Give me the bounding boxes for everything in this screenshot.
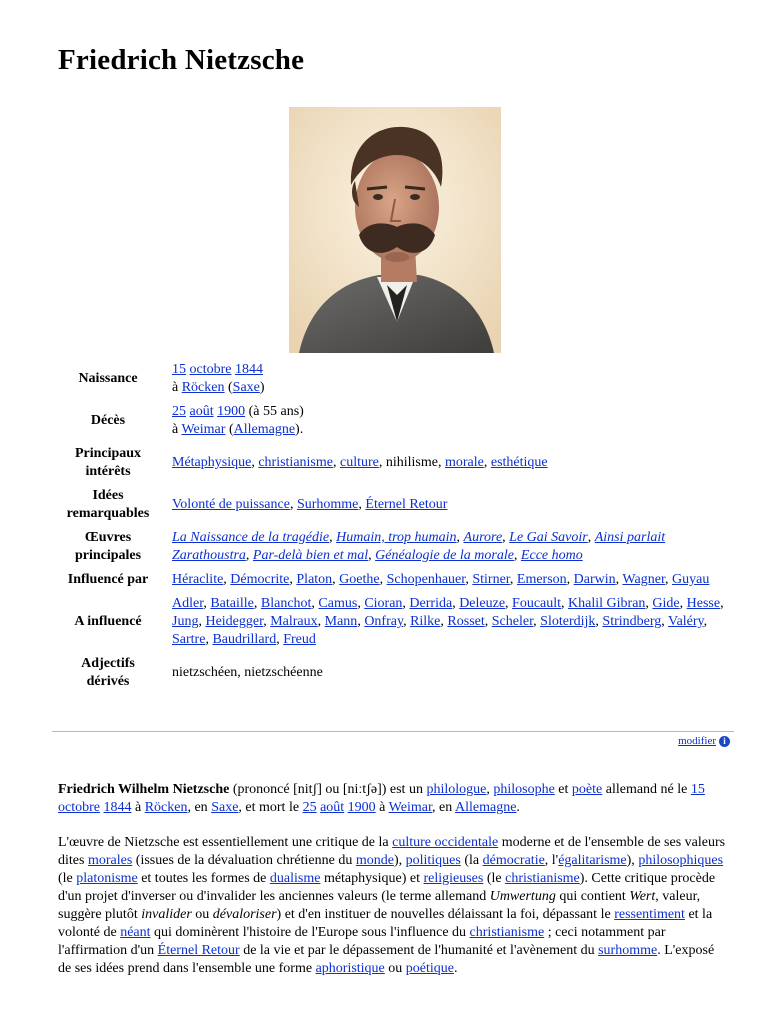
link-eternel-retour[interactable]: Éternel Retour	[157, 943, 240, 958]
link-month[interactable]: août	[320, 800, 345, 815]
text-a: à	[172, 380, 179, 395]
link-culture-occidentale[interactable]: culture occidentale	[392, 835, 499, 850]
link-day[interactable]: 15	[690, 782, 705, 797]
link-item[interactable]: Cioran	[364, 596, 403, 611]
link-item[interactable]: Guyau	[672, 572, 710, 587]
link-christianisme[interactable]: christianisme	[469, 925, 545, 940]
link-philosophe[interactable]: philosophe	[493, 782, 555, 797]
infobox-divider	[52, 731, 734, 732]
infobox-label: Décès	[90, 413, 126, 428]
link-item[interactable]: Wagner	[622, 572, 666, 587]
infobox-value: La Naissance de la tragédie, Humain, trop humain, Aurore, Le Gai Savoir, Ainsi parlait Zarathoustra, Par-delà bien et mal, Généalogie de la morale, Ecce homo	[172, 530, 666, 563]
infobox-label: A influencé	[74, 614, 142, 629]
link-item[interactable]: Généalogie de la morale	[375, 548, 514, 563]
text: . L'exposé de ses idées prend dans l'ensemble une forme	[58, 943, 715, 976]
link-item[interactable]: Surhomme	[296, 497, 359, 512]
label-line: Adjectifs	[81, 656, 135, 671]
label-line: Principaux	[74, 446, 142, 461]
link-year[interactable]: 1844	[103, 800, 132, 815]
text: , valeur, suggère plutôt	[58, 889, 701, 922]
link-item[interactable]: Adler	[172, 596, 204, 611]
text: (le	[483, 871, 506, 886]
infobox-label	[58, 526, 172, 568]
link-monde[interactable]: monde	[355, 853, 394, 868]
term-wert: Wert	[629, 889, 656, 904]
infobox-value: 15 octobre 1844 à Röcken (Saxe)	[172, 362, 265, 395]
text: (le	[58, 871, 77, 886]
body-paragraph	[58, 834, 726, 978]
modifier-link[interactable]: modifier	[678, 735, 716, 747]
term-devaloriser: dévaloriser	[212, 907, 277, 922]
link-ressentiment[interactable]: ressentiment	[614, 907, 685, 922]
infobox-value: 25 août 1900 (à 55 ans) à Weimar (Allemagne).	[172, 404, 304, 437]
link-item[interactable]: Khalil Gibran	[568, 596, 646, 611]
link-day[interactable]: 25	[172, 404, 186, 419]
link-philologue[interactable]: philologue	[426, 782, 487, 797]
text: qui contient	[555, 889, 630, 904]
link-item[interactable]: Blanchot	[260, 596, 312, 611]
link-month[interactable]: octobre	[58, 800, 100, 815]
link-item[interactable]: Onfray	[364, 614, 404, 629]
link-dualisme[interactable]: dualisme	[269, 871, 321, 886]
label-line: remarquables	[66, 506, 150, 521]
link-aphoristique[interactable]: aphoristique	[315, 961, 385, 976]
text: ou	[384, 961, 406, 976]
info-icon[interactable]: i	[719, 736, 730, 747]
link-item[interactable]: Sloterdijk	[540, 614, 596, 629]
text: , en	[187, 800, 212, 815]
link-philosophiques[interactable]: philosophiques	[638, 853, 724, 868]
infobox-label	[58, 652, 172, 694]
link-item[interactable]: Héraclite	[172, 572, 224, 587]
link-month[interactable]: août	[189, 404, 214, 419]
label-line: dérivés	[86, 674, 130, 689]
link-year[interactable]: 1900	[347, 800, 376, 815]
link-item[interactable]: Stirner	[472, 572, 510, 587]
link-item[interactable]: Platon	[296, 572, 333, 587]
link-item[interactable]: Goethe	[339, 572, 380, 587]
text: (la	[460, 853, 483, 868]
infobox-row-a-influence	[58, 592, 734, 652]
label-line: intérêts	[85, 464, 131, 479]
text: ) et d'en instituer de nouvelles délaissant la foi, dépassant le	[276, 907, 615, 922]
link-year[interactable]: 1900	[217, 404, 246, 419]
link-weimar[interactable]: Weimar	[388, 800, 433, 815]
link-item[interactable]: Aurore	[463, 530, 503, 545]
link-item[interactable]: esthétique	[490, 455, 548, 470]
link-item[interactable]: Emerson	[516, 572, 567, 587]
link-region[interactable]: Saxe	[232, 380, 260, 395]
link-politiques[interactable]: politiques	[405, 853, 461, 868]
portrait-illustration	[289, 107, 501, 353]
link-item[interactable]: Valéry	[668, 614, 704, 629]
link-morales[interactable]: morales	[87, 853, 133, 868]
link-item[interactable]: Humain, trop humain	[336, 530, 457, 545]
link-year[interactable]: 1844	[234, 362, 263, 377]
link-item[interactable]: Volonté de puissance	[172, 497, 290, 512]
portrait-image	[289, 107, 501, 353]
infobox-row-interets	[58, 442, 734, 484]
text: métaphysique) et	[320, 871, 424, 886]
infobox-value: nietzschéen, nietzschéenne	[172, 665, 323, 680]
infobox-row-deces	[58, 400, 734, 442]
label-line: principales	[74, 548, 142, 563]
text: ),	[393, 853, 406, 868]
link-item[interactable]: La Naissance de la tragédie	[172, 530, 330, 545]
edit-link	[678, 735, 730, 747]
subject-name: Friedrich Wilhelm Nietzsche	[58, 782, 230, 797]
infobox-label: Naissance	[78, 371, 138, 386]
text: .	[454, 961, 458, 976]
text: ). Cette critique procède d'un projet d'inverser ou d'invalider les anciennes valeurs (le terme allemand	[58, 871, 716, 904]
infobox-label	[58, 484, 172, 526]
text: de la vie et par le dépassement de l'humanité et l'avènement du	[239, 943, 599, 958]
link-day[interactable]: 15	[172, 362, 186, 377]
infobox-value: Héraclite, Démocrite, Platon, Goethe, Schopenhauer, Stirner, Emerson, Darwin, Wagner, Guyau	[172, 572, 710, 587]
link-poetique[interactable]: poétique	[405, 961, 454, 976]
link-item[interactable]: Gide	[652, 596, 680, 611]
text: , et mort le	[238, 800, 303, 815]
link-place[interactable]: Röcken	[181, 380, 225, 395]
text: moderne et de l'ensemble de ses valeurs dites	[58, 835, 726, 868]
infobox-row-oeuvres	[58, 526, 734, 568]
text: L'œuvre de Nietzsche est essentiellement une critique de la	[58, 835, 393, 850]
link-allemagne[interactable]: Allemagne	[455, 800, 517, 815]
text: et	[554, 782, 572, 797]
link-item[interactable]: Freud	[283, 632, 316, 647]
text: ou	[191, 907, 213, 922]
text: à	[131, 800, 145, 815]
link-item[interactable]: Schopenhauer	[386, 572, 466, 587]
link-item[interactable]: Deleuze	[459, 596, 506, 611]
infobox-label: Influencé par	[67, 572, 149, 587]
link-poete[interactable]: poète	[571, 782, 603, 797]
link-month[interactable]: octobre	[189, 362, 232, 377]
infobox-value: Adler, Bataille, Blanchot, Camus, Cioran, Derrida, Deleuze, Foucault, Khalil Gibran, Gide, Hesse, Jung, Heidegger, Malraux, Mann, Onfray, Rilke, Rosset, Scheler, Sloterdijk, Strindberg, Valéry, Sartre, Baudrillard, Freud	[172, 596, 724, 647]
text: ),	[626, 853, 639, 868]
link-item[interactable]: Ecce homo	[520, 548, 583, 563]
link-item[interactable]: Éternel Retour	[365, 497, 448, 512]
infobox-row-influence-par	[58, 568, 734, 592]
infobox-value: Volonté de puissance, Surhomme, Éternel Retour	[172, 497, 448, 512]
link-item[interactable]: Camus	[318, 596, 358, 611]
text: .	[516, 800, 520, 815]
link-item[interactable]: Par-delà bien et mal	[252, 548, 369, 563]
term-umwertung: Umwertung	[489, 889, 556, 904]
link-item[interactable]: Strindberg	[602, 614, 662, 629]
link-item[interactable]: Bataille	[210, 596, 254, 611]
page-title: Friedrich Nietzsche	[58, 44, 305, 76]
link-christianisme[interactable]: christianisme	[505, 871, 580, 886]
term-invalider: invalider	[141, 907, 192, 922]
link-item[interactable]: Jung	[172, 614, 199, 629]
link-item[interactable]: Malraux	[270, 614, 318, 629]
link-item[interactable]: Foucault	[512, 596, 562, 611]
text-a: à	[172, 422, 179, 437]
link-item[interactable]: Derrida	[409, 596, 453, 611]
age-text: (à 55 ans)	[248, 404, 304, 419]
link-item[interactable]: Rilke	[410, 614, 441, 629]
link-place[interactable]: Weimar	[181, 422, 226, 437]
infobox-row-naissance	[58, 358, 734, 400]
link-item[interactable]: Hesse	[686, 596, 721, 611]
link-item[interactable]: Ainsi parlait Zarathoustra	[172, 530, 666, 563]
infobox-row-idees	[58, 484, 734, 526]
link-saxe[interactable]: Saxe	[211, 800, 239, 815]
text: ; ceci notamment par l'affirmation d'un	[58, 925, 666, 958]
text: qui dominèrent l'histoire de l'Europe sous l'influence du	[150, 925, 470, 940]
link-neant[interactable]: néant	[120, 925, 151, 940]
text: allemand né le	[602, 782, 691, 797]
link-item[interactable]: Baudrillard	[212, 632, 277, 647]
text: et la volonté de	[58, 907, 713, 940]
link-country[interactable]: Allemagne	[233, 422, 296, 437]
link-item[interactable]: Mann	[324, 614, 358, 629]
link-religieuses[interactable]: religieuses	[423, 871, 484, 886]
label-line: Œuvres	[84, 530, 132, 545]
text: , l'	[544, 853, 559, 868]
link-democratie[interactable]: démocratie	[482, 853, 545, 868]
link-item[interactable]: Métaphysique	[172, 455, 252, 470]
text: (prononcé [nitʃ] ou [niːtʃə]) est un	[229, 782, 427, 797]
text: à	[375, 800, 389, 815]
intro-paragraph: Friedrich Wilhelm Nietzsche (prononcé [nitʃ] ou [niːtʃə]) est un philologue, philosophe et poète allemand né le 15 octobre 1844 à Röcken, en Saxe, et mort le 25 août 1900 à Weimar, en Allemagne.	[58, 782, 705, 815]
link-egalitarisme[interactable]: égalitarisme	[558, 853, 627, 868]
link-item[interactable]: Rosset	[447, 614, 485, 629]
link-item[interactable]: culture	[339, 455, 379, 470]
infobox-label	[58, 442, 172, 484]
link-item[interactable]: Darwin	[573, 572, 616, 587]
text-item: nihilisme	[385, 455, 438, 470]
link-surhomme[interactable]: surhomme	[598, 943, 658, 958]
link-platonisme[interactable]: platonisme	[76, 871, 138, 886]
link-item[interactable]: Scheler	[491, 614, 534, 629]
text: et toutes les formes de	[137, 871, 270, 886]
link-rocken[interactable]: Röcken	[144, 800, 188, 815]
link-item[interactable]: Le Gai Savoir	[509, 530, 588, 545]
infobox-value: Métaphysique, christianisme, culture, nihilisme, morale, esthétique	[172, 455, 548, 470]
link-item[interactable]: Démocrite	[230, 572, 290, 587]
infobox-row-adjectifs	[58, 652, 734, 694]
link-item[interactable]: morale	[444, 455, 484, 470]
link-item[interactable]: Heidegger	[205, 614, 264, 629]
text: (issues de la dévaluation chrétienne du	[132, 853, 356, 868]
link-item[interactable]: Sartre	[172, 632, 206, 647]
text: , en	[432, 800, 455, 815]
infobox	[58, 358, 734, 694]
link-item[interactable]: christianisme	[258, 455, 333, 470]
label-line: Idées	[92, 488, 124, 503]
link-day[interactable]: 25	[302, 800, 317, 815]
